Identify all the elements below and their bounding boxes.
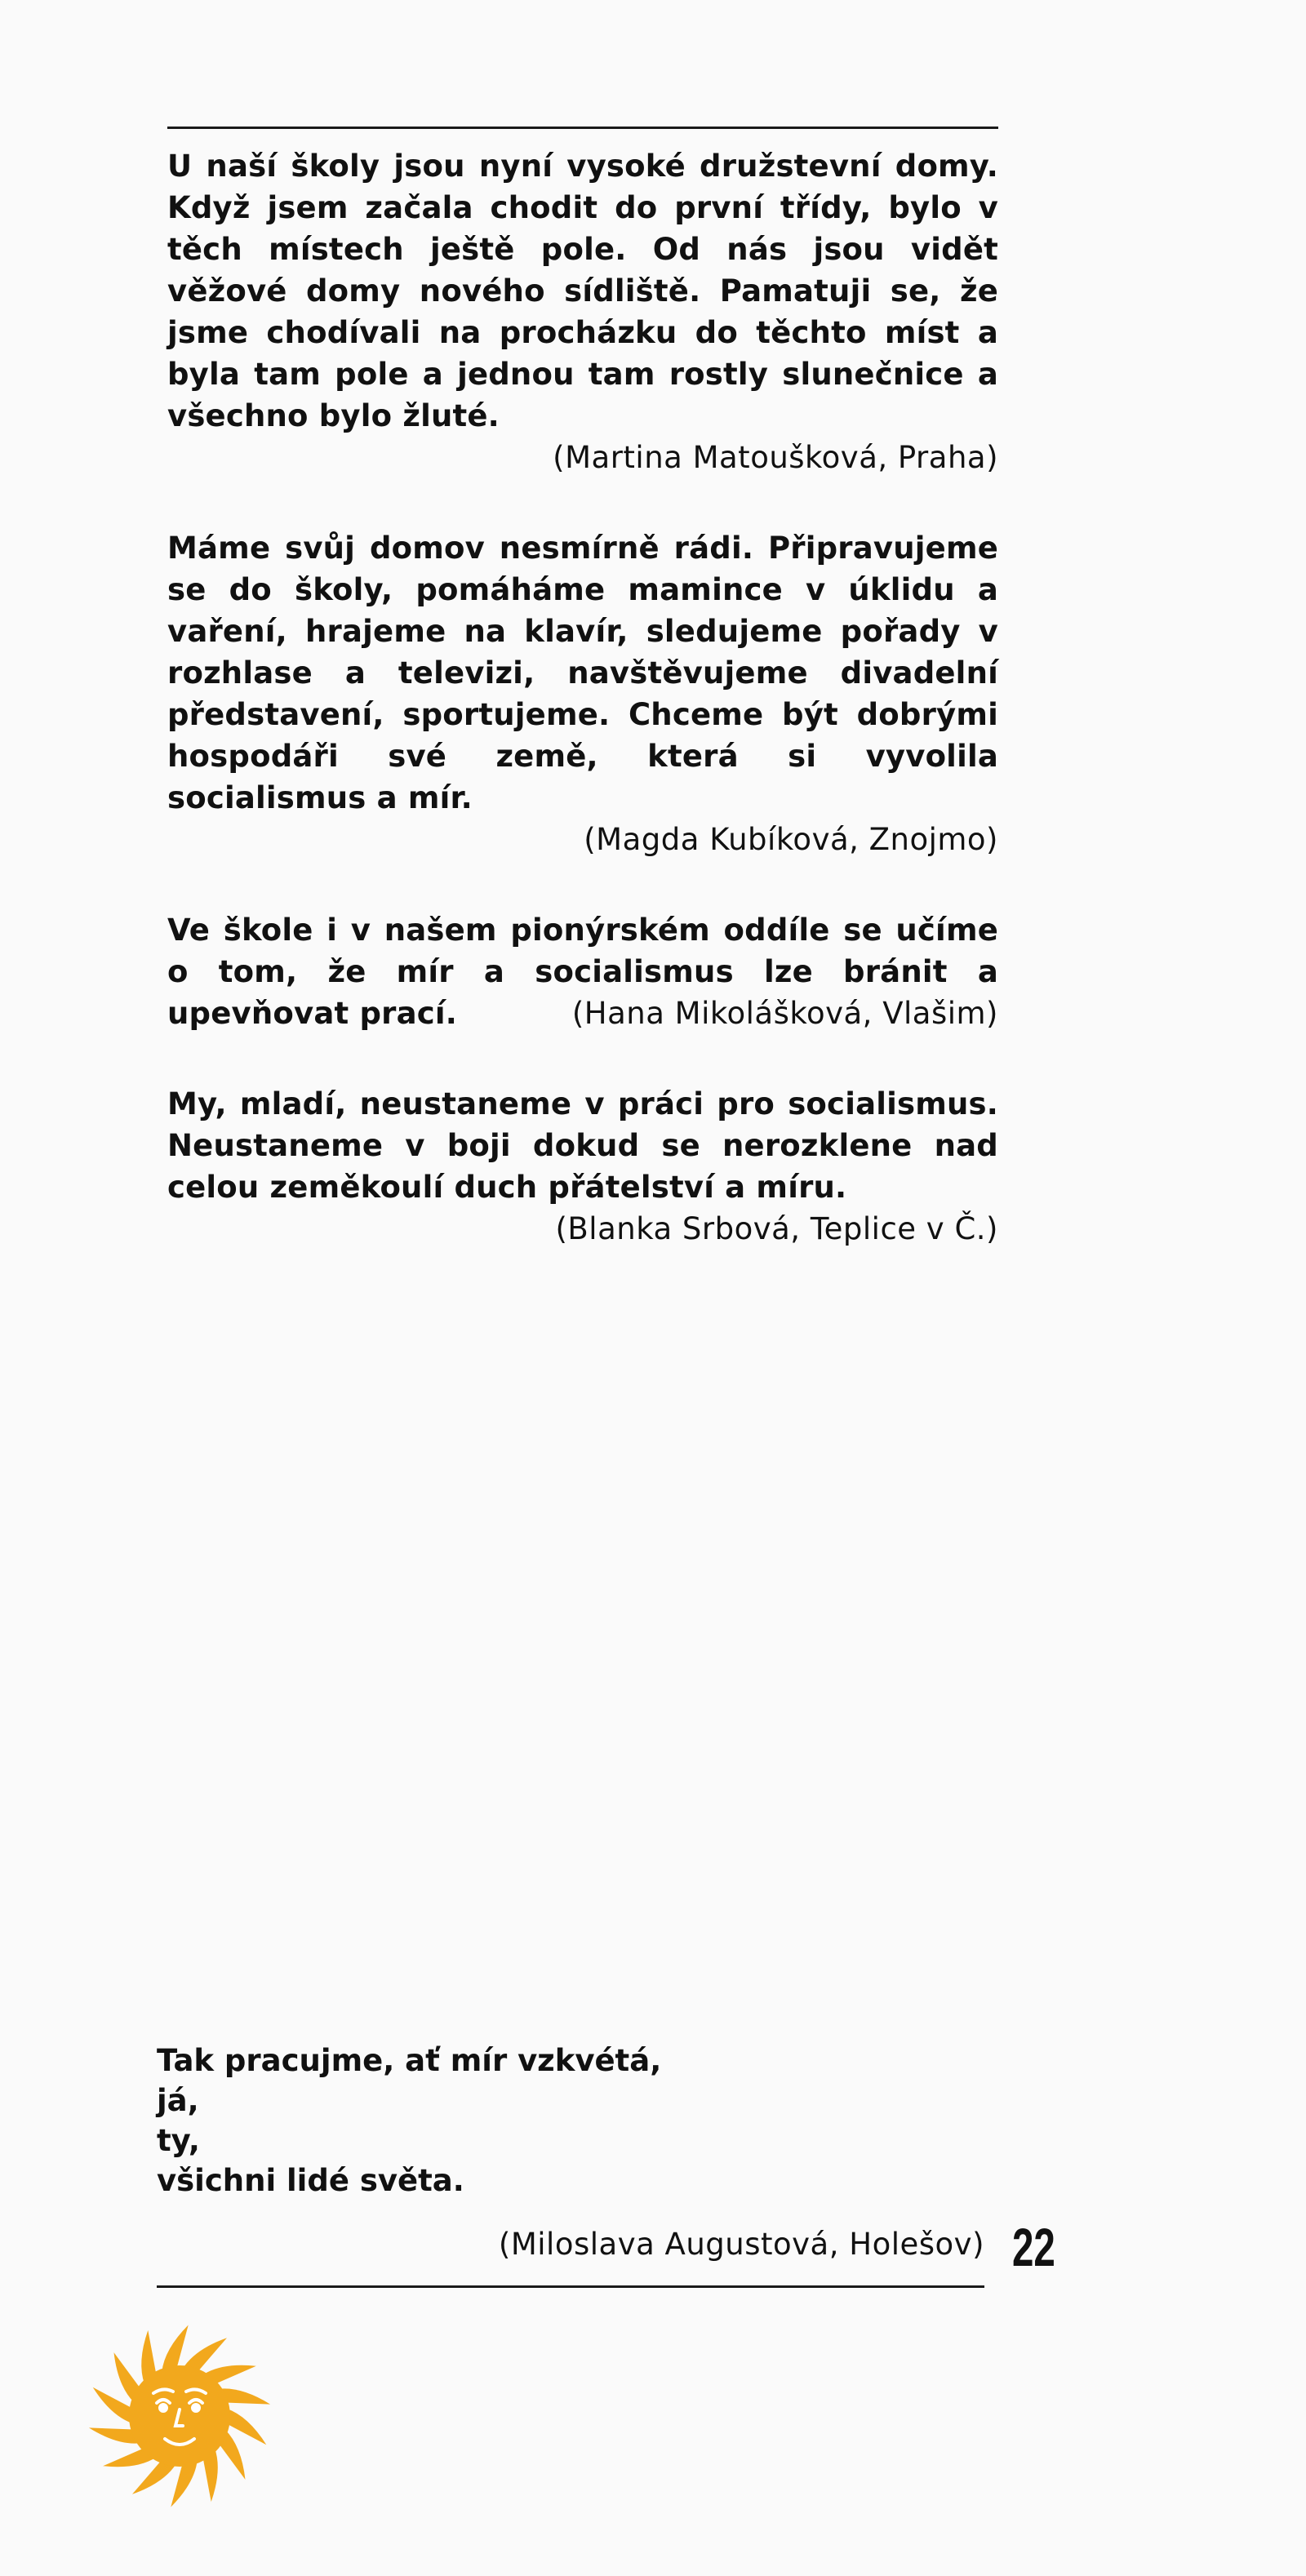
poem-line: Tak pracujme, ať mír vzkvétá, xyxy=(157,2043,662,2078)
entry-author: (Magda Kubíková, Znojmo) xyxy=(584,822,998,857)
entry-author: (Hana Mikolášková, Vlašim) xyxy=(571,996,998,1031)
sun-ray xyxy=(162,2325,189,2373)
entry-text: Máme svůj domov nesmírně rádi. Připravujeme se do školy, pomáháme mamince v úklidu a vaření, hrajeme na klavír, sledujeme pořady v rozhlase a televizi, navštěvujeme divadelní představení, sportujeme. Chceme být dobrými hospodáři své země, která si vyvolila socialismus a mír. xyxy=(167,531,998,815)
bottom-rule xyxy=(157,2285,984,2288)
closing-poem xyxy=(157,2041,728,2201)
page-number: 22 xyxy=(1012,2217,1055,2277)
entry-text: Ve škole i v našem pionýrském oddíle se učíme o tom, že mír a socialismus lze bránit a upevňovat prací. xyxy=(167,913,998,1031)
poem-line: já, xyxy=(157,2083,199,2118)
top-rule xyxy=(167,127,998,129)
entry-author: (Blanka Srbová, Teplice v Č.) xyxy=(555,1211,998,1246)
poem-line: ty, xyxy=(157,2123,200,2158)
sun-face-icon xyxy=(82,2318,278,2514)
entry-blanka xyxy=(167,1083,998,1250)
entry-author: (Martina Matoušková, Praha) xyxy=(553,440,998,475)
entry-magda xyxy=(167,527,998,860)
entry-hana xyxy=(167,909,998,1034)
entry-martina xyxy=(167,145,998,478)
letters-column xyxy=(167,145,998,1299)
entry-text: U naší školy jsou nyní vysoké družstevní domy. Když jsem začala chodit do první třídy, bylo v těch místech ještě pole. Od nás jsou vidět věžové domy nového sídliště. Pamatuji se, že jsme chodívali na procházku do těchto míst a byla tam pole a jednou tam rostly slunečnice a všechno bylo žluté. xyxy=(167,149,998,433)
poem-author: (Miloslava Augustová, Holešov) xyxy=(498,2227,984,2262)
entry-text: My, mladí, neustaneme v práci pro socialismus. Neustaneme v boji dokud se nerozklene nad celou zeměkoulí duch přátelství a míru. xyxy=(167,1086,998,1205)
sun-ray xyxy=(171,2460,198,2507)
poem-line: všichni lidé světa. xyxy=(157,2163,464,2198)
